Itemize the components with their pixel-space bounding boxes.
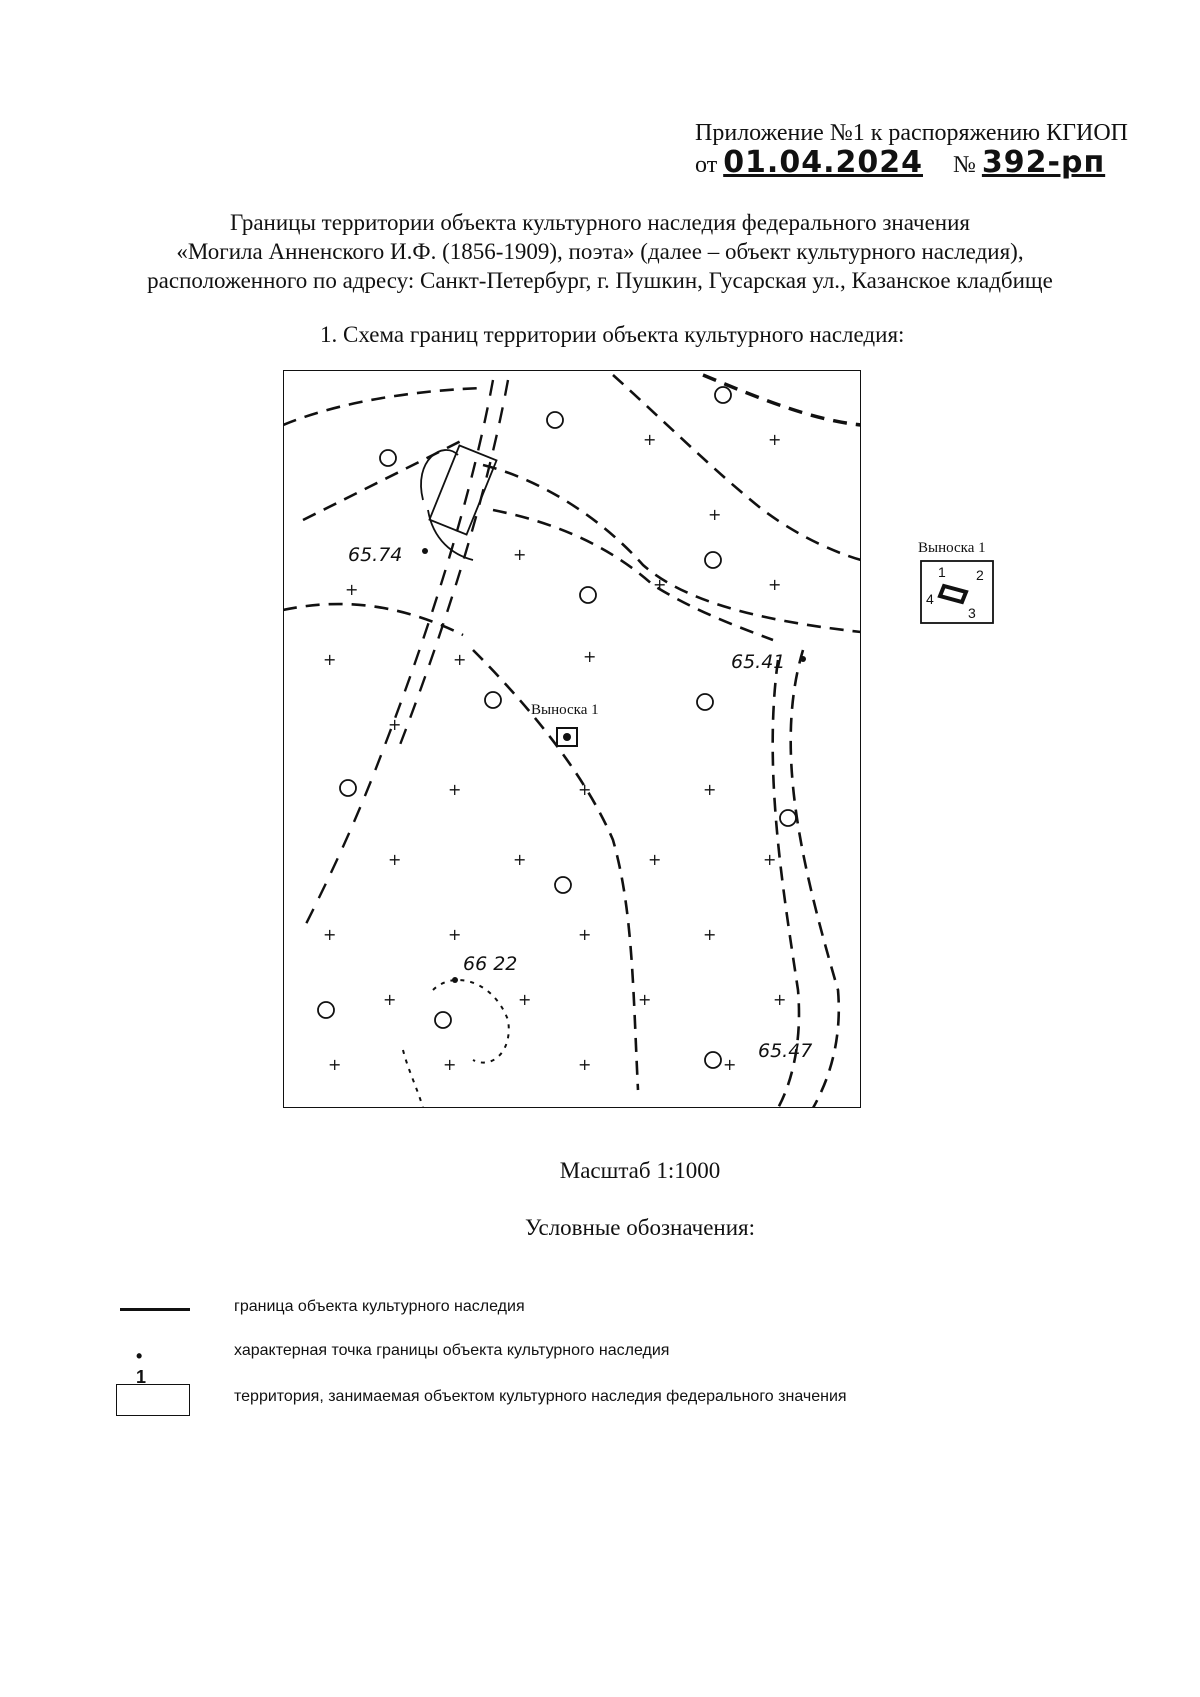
svg-text:+: + xyxy=(723,1055,737,1074)
svg-text:+: + xyxy=(583,647,597,666)
callout-title: Выноска 1 xyxy=(918,540,986,556)
svg-text:+: + xyxy=(518,990,532,1009)
svg-text:+: + xyxy=(448,925,462,944)
svg-text:+: + xyxy=(388,715,402,734)
title-line-3: расположенного по адресу: Санкт-Петербург, г. Пушкин, Гусарская ул., Казанское кладбище xyxy=(147,268,1053,293)
legend-title: Условные обозначения: xyxy=(524,1215,756,1240)
svg-text:+: + xyxy=(643,430,657,449)
appendix-header xyxy=(695,118,1128,180)
svg-text:+: + xyxy=(345,580,359,599)
svg-text:+: + xyxy=(648,850,662,869)
svg-text:+: + xyxy=(578,925,592,944)
svg-text:+: + xyxy=(708,505,722,524)
elevation-mark: 66 22 xyxy=(463,953,518,975)
svg-text:+: + xyxy=(388,850,402,869)
from-prefix: от xyxy=(695,152,718,178)
appendix-title: Приложение №1 к распоряжению КГИОП xyxy=(695,120,1128,146)
svg-text:+: + xyxy=(773,990,787,1009)
order-line xyxy=(695,145,1128,180)
boundary-line-symbol xyxy=(120,1308,190,1311)
svg-text:+: + xyxy=(513,850,527,869)
svg-text:+: + xyxy=(578,780,592,799)
svg-text:+: + xyxy=(443,1055,457,1074)
svg-text:+: + xyxy=(653,575,667,594)
svg-text:+: + xyxy=(513,545,527,564)
map-callout-label: Выноска 1 xyxy=(531,702,599,718)
svg-text:+: + xyxy=(328,1055,342,1074)
number-prefix: № xyxy=(952,152,976,178)
svg-text:+: + xyxy=(578,1055,592,1074)
point-symbol-label: 1 xyxy=(136,1367,147,1387)
svg-text:+: + xyxy=(383,990,397,1009)
callout-point: 4 xyxy=(926,591,934,607)
callout-point: 1 xyxy=(938,564,946,580)
svg-text:+: + xyxy=(763,850,777,869)
map-scale: Масштаб 1:1000 xyxy=(559,1158,721,1183)
document-title xyxy=(0,208,1200,295)
svg-text:+: + xyxy=(453,650,467,669)
title-line-2: «Могила Анненского И.Ф. (1856-1909), поэта» (далее – объект культурного наследия), xyxy=(176,239,1024,264)
legend-text: граница объекта культурного наследия xyxy=(234,1298,525,1315)
point-symbol xyxy=(136,1346,146,1388)
callout-box xyxy=(920,560,995,624)
svg-text:+: + xyxy=(638,990,652,1009)
callout-point: 2 xyxy=(976,567,984,583)
point-dot-icon: • xyxy=(136,1346,143,1366)
svg-text:+: + xyxy=(703,925,717,944)
svg-text:+: + xyxy=(703,780,717,799)
callout-point: 3 xyxy=(968,605,976,621)
svg-text:+: + xyxy=(768,575,782,594)
elevation-mark: 65.47 xyxy=(758,1040,813,1062)
elevation-mark: 65.74 xyxy=(348,544,403,566)
territory-rect-symbol xyxy=(116,1384,190,1416)
order-number: 392-рп xyxy=(981,145,1106,180)
legend-text: характерная точка границы объекта культурного наследия xyxy=(234,1342,670,1359)
svg-text:+: + xyxy=(448,780,462,799)
svg-text:+: + xyxy=(323,925,337,944)
elevation-mark: 65.41 xyxy=(731,651,786,673)
svg-text:+: + xyxy=(323,650,337,669)
section-heading: 1. Схема границ территории объекта культурного наследия: xyxy=(320,322,905,347)
svg-text:+: + xyxy=(768,430,782,449)
boundary-scheme-map xyxy=(283,370,861,1108)
title-line-1: Границы территории объекта культурного наследия федерального значения xyxy=(230,210,970,235)
order-date: 01.04.2024 xyxy=(723,145,923,180)
legend-text: территория, занимаемая объектом культурного наследия федерального значения xyxy=(234,1388,847,1405)
